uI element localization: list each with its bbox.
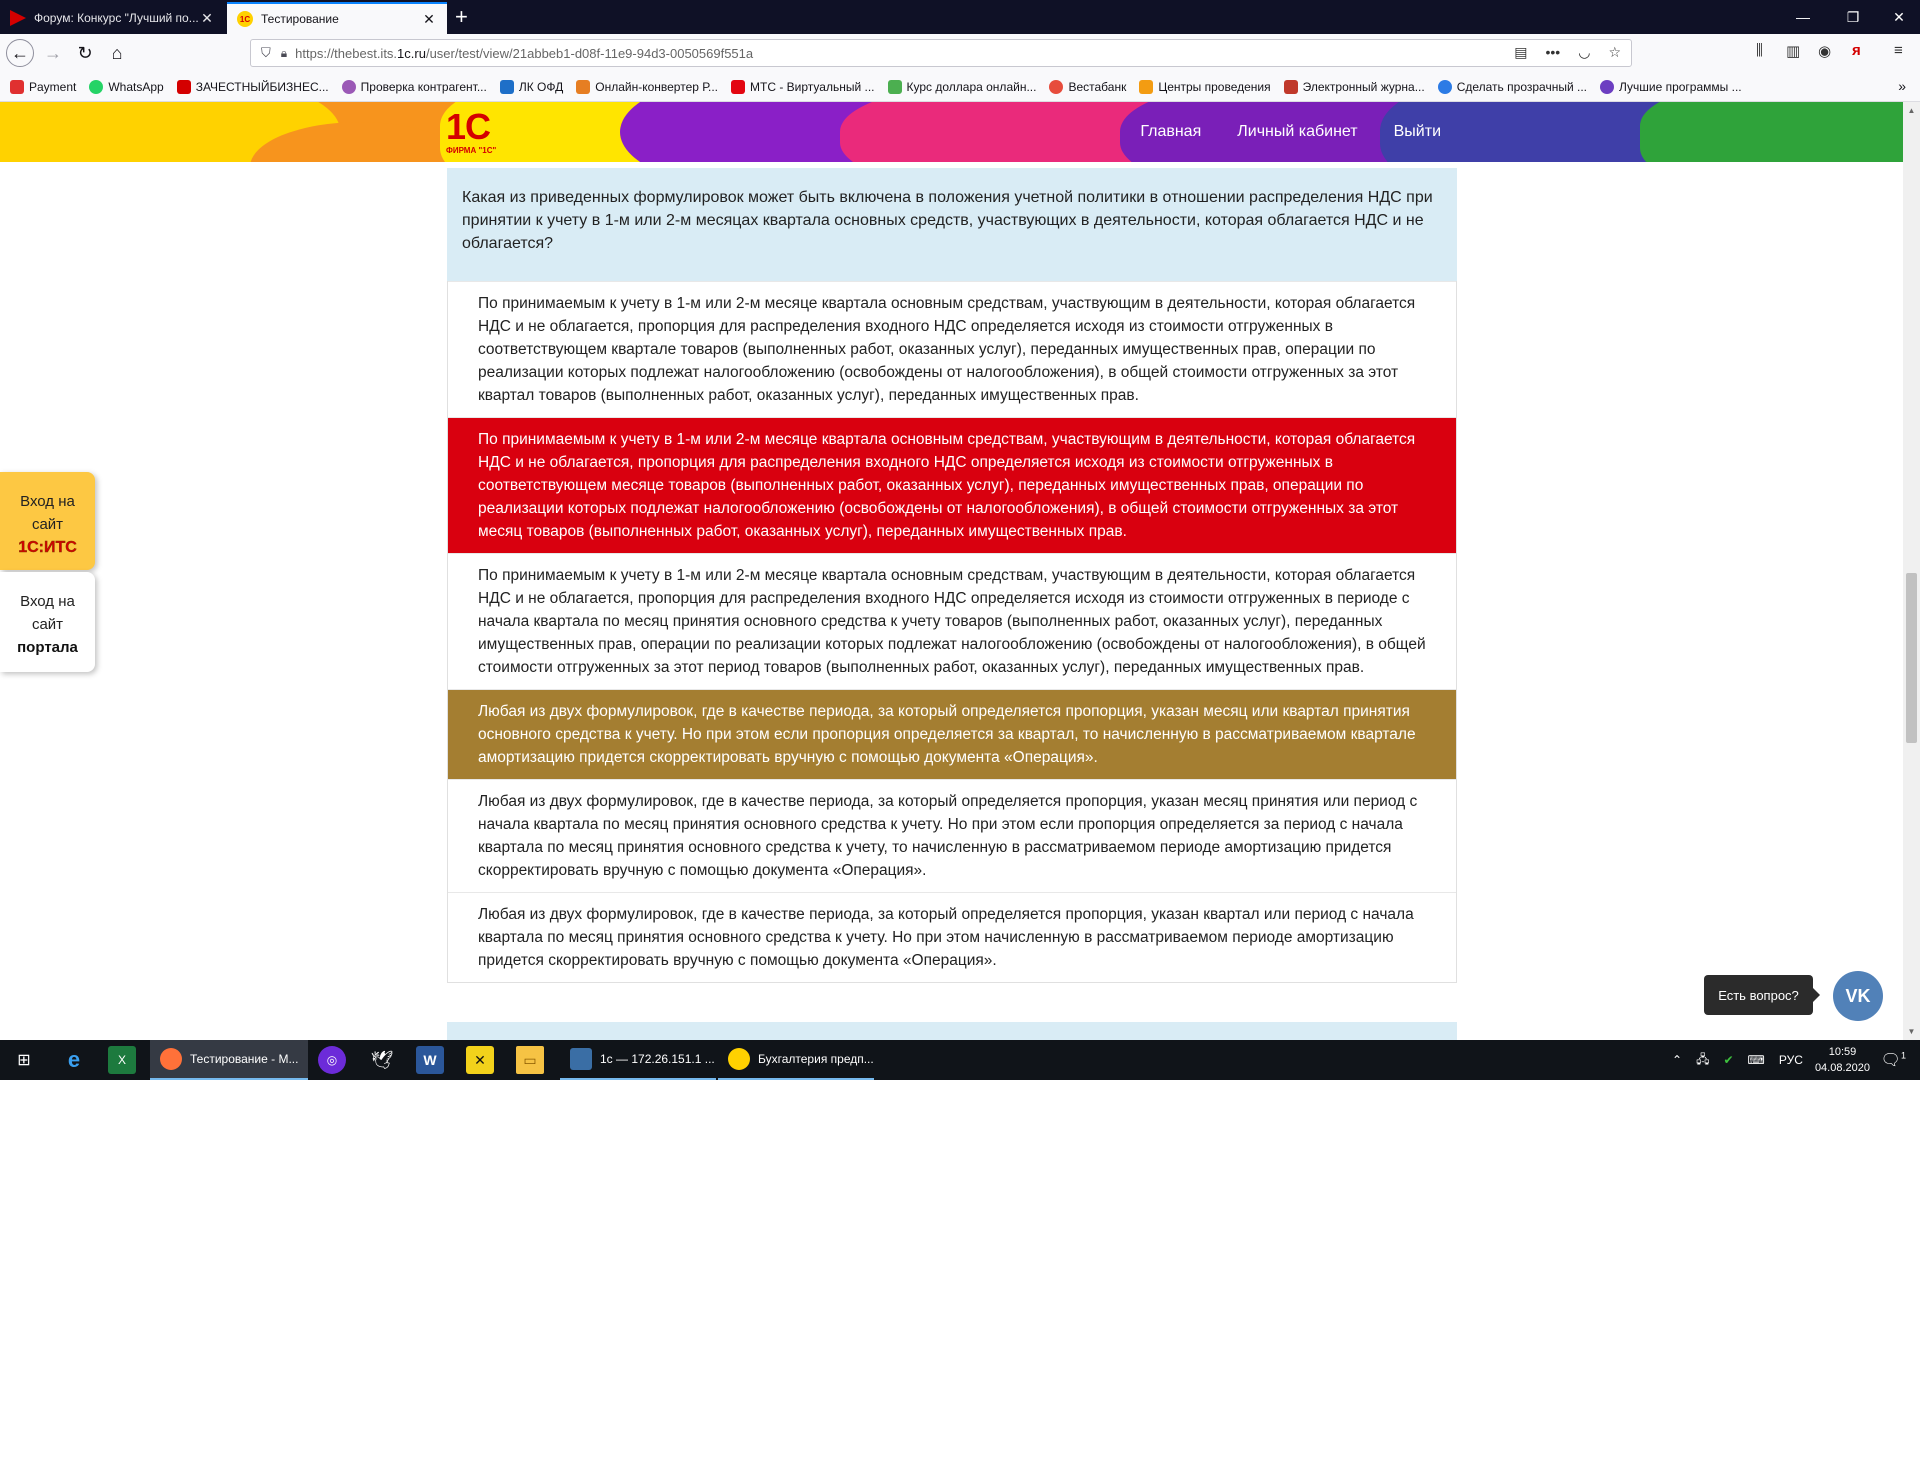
lock-icon[interactable]: 🔒︎ (280, 45, 288, 60)
taskbar-task-firefox[interactable]: Тестирование - M... (150, 1040, 308, 1080)
bookmark-item[interactable]: Электронный журна... (1284, 80, 1425, 94)
scrollbar-thumb[interactable] (1906, 573, 1917, 743)
back-button[interactable] (6, 39, 34, 67)
restore-button[interactable]: ❐ (1846, 8, 1860, 25)
vk-icon: VK (1845, 985, 1871, 1006)
windows-start-icon[interactable]: ⊞ (17, 1052, 31, 1069)
close-window-button[interactable]: ✕ (1893, 8, 1905, 25)
bookmark-icon (731, 80, 745, 94)
vk-tooltip: Есть вопрос? (1704, 975, 1813, 1015)
bookmark-item[interactable]: Проверка контрагент... (342, 80, 487, 94)
bookmark-icon (888, 80, 902, 94)
page-scrollbar[interactable] (1903, 102, 1920, 1040)
scroll-up-icon[interactable]: ▲ (1907, 106, 1916, 115)
bookmark-item[interactable]: Курс доллара онлайн... (888, 80, 1037, 94)
answer-option-wrong[interactable]: По принимаемым к учету в 1-м или 2-м месяце квартала основным средствам, участвующим в деятельности, которая облагается НДС и не облагается, пропорция для распределения входного НДС определяется исходя из стоимости отгруженных в соответствующем месяце товаров (выполненных работ, оказанных услуг), переданных имущественных прав, операции по реализации которых подлежат налогообложению (освобождены от налогообложения), в общей стоимости отгруженных за этот месяц товаров (выполненных работ, оказанных услуг), переданных имущественных прав. (448, 417, 1456, 553)
chevron-right-icon[interactable]: » (1898, 78, 1906, 94)
bookmark-icon (10, 80, 24, 94)
browser-nav-bar (0, 34, 1920, 72)
address-bar[interactable] (250, 39, 1632, 67)
bookmark-icon (1600, 80, 1614, 94)
firefox-icon (160, 1048, 182, 1070)
bookmark-item[interactable]: Онлайн-конвертер Р... (576, 80, 718, 94)
sidebar-icon[interactable]: ▥ (1786, 43, 1801, 60)
its-login-button[interactable]: Вход на сайт 1С:ИТС (0, 472, 95, 570)
nav-logout-link[interactable]: Выйти (1393, 123, 1441, 140)
next-question-block (447, 1022, 1457, 1040)
answer-list (447, 281, 1457, 983)
answer-option[interactable]: Любая из двух формулировок, где в качестве периода, за который определяется пропорция, указан квартал или период с начала квартала по месяц принятия основного средства к учету. Но при этом начисленную в рассматриваемом периоде амортизацию придется скорректировать вручную с помощью документа «Операция». (448, 892, 1456, 982)
reload-icon: ↻ (77, 42, 93, 63)
bookmark-item[interactable]: МТС - Виртуальный ... (731, 80, 875, 94)
keyboard-tray-icon[interactable]: ⌨ (1747, 1053, 1765, 1067)
tab-title: Тестирование (261, 12, 339, 26)
its-logo: 1С:ИТС (18, 539, 77, 556)
taskbar-task-accounting[interactable]: Бухгалтерия предп... (718, 1040, 874, 1080)
bookmark-item[interactable]: Центры проведения (1139, 80, 1270, 94)
bookmark-icon (500, 80, 514, 94)
system-tray (1672, 1040, 1803, 1080)
bookmark-icon (89, 80, 103, 94)
word-icon[interactable]: W (416, 1046, 444, 1074)
bookmark-item[interactable]: ЛК ОФД (500, 80, 563, 94)
question-text: Какая из приведенных формулировок может быть включена в положения учетной политики в отношении распределения НДС при принятии к учету в 1-м или 2-м месяцах квартала основных средств, участвующих в деятельности, которая облагается НДС и не облагается? (447, 168, 1457, 281)
forum-favicon-icon (10, 10, 26, 26)
bookmark-icon (1438, 80, 1452, 94)
language-indicator[interactable]: РУС (1778, 1053, 1803, 1067)
bookmark-item[interactable]: Лучшие программы ... (1600, 80, 1742, 94)
bookmark-icon (1049, 80, 1063, 94)
onec-favicon-icon: 1С (237, 11, 253, 27)
notification-icon[interactable]: 🗨︎$^1$ (1880, 1050, 1906, 1069)
bookmarks-bar (0, 72, 1920, 102)
tab-forum[interactable] (0, 2, 225, 34)
tab-testing[interactable] (227, 2, 447, 34)
browser-tab-bar (0, 0, 1920, 34)
tab-title: Форум: Конкурс "Лучший по... (34, 11, 199, 25)
bookmark-icon (177, 80, 191, 94)
onec-logo[interactable]: 1С ФИРМА "1С" (446, 106, 497, 155)
home-button[interactable] (102, 39, 132, 67)
arrow-right-icon: → (44, 42, 62, 63)
answer-option[interactable]: По принимаемым к учету в 1-м или 2-м месяце квартала основным средствам, участвующим в деятельности, которая облагается НДС и не облагается, пропорция для распределения входного НДС определяется исходя из стоимости отгруженных в соответствующем квартале товаров (выполненных работ, оказанных услуг), переданных имущественных прав, операции по реализации которых подлежат налогообложению (освобождены от налогообложения), в общей стоимости отгруженных за этот квартал товаров (выполненных работ, оказанных услуг), переданных имущественных прав. (448, 281, 1456, 417)
reader-view-icon[interactable]: ▤ (1514, 44, 1528, 60)
url-scheme: https://thebest.its. (295, 45, 398, 61)
url-path: /user/test/view/21abbeb1-d08f-11e9-94d3-0050569f551a (425, 45, 754, 61)
scroll-down-icon[interactable]: ▼ (1907, 1027, 1916, 1036)
bird-app-icon[interactable]: 🕊︎ (370, 1049, 394, 1070)
bookmark-item[interactable]: Вестабанк (1049, 80, 1126, 94)
new-tab-button[interactable]: + (455, 4, 468, 29)
bookmark-item[interactable]: Сделать прозрачный ... (1438, 80, 1587, 94)
url-host: 1c.ru (397, 45, 426, 61)
taskbar-task-rdp[interactable]: 1с — 172.26.151.1 ... (560, 1040, 716, 1080)
bookmark-item[interactable]: ЗАЧЕСТНЫЙБИЗНЕС... (177, 80, 329, 94)
file-explorer-icon[interactable]: ▭ (516, 1046, 544, 1074)
forward-button[interactable] (38, 39, 68, 67)
bookmark-item[interactable]: WhatsApp (89, 80, 163, 94)
bookmark-star-icon[interactable]: ☆ (1608, 44, 1621, 60)
bookmark-icon (342, 80, 356, 94)
page-actions-icon[interactable]: ••• (1545, 44, 1561, 60)
onec-app-icon (728, 1048, 750, 1070)
nav-home-link[interactable]: Главная (1140, 123, 1202, 140)
home-icon: ⌂ (111, 42, 123, 63)
quiz-block (447, 168, 1457, 983)
portal-login-button[interactable]: Вход на сайт портала (0, 572, 95, 672)
site-header (0, 102, 1903, 162)
sticky-app-icon[interactable]: ✕ (466, 1046, 494, 1074)
pocket-icon[interactable]: ◡ (1578, 44, 1591, 60)
internet-explorer-icon[interactable]: e (67, 1047, 81, 1072)
answer-option[interactable]: По принимаемым к учету в 1-м или 2-м месяце квартала основным средствам, участвующим в деятельности, которая облагается НДС и не облагается, пропорция для распределения входного НДС определяется исходя из стоимости отгруженных в периоде с начала квартала по месяц принятия основного средства к учету товаров (выполненных работ, оказанных услуг), переданных имущественных прав, операции по реализации которых подлежат налогообложению (освобождены от налогообложения), в общей стоимости отгруженных за этот период товаров (выполненных работ, оказанных услуг), переданных имущественных прав. (448, 553, 1456, 689)
close-icon[interactable]: ✕ (201, 9, 213, 26)
vk-chat-button[interactable] (1833, 971, 1883, 1021)
system-clock[interactable]: 10:59 04.08.2020 (1814, 1046, 1870, 1074)
tracking-shield-icon[interactable]: ⛉ (261, 45, 271, 60)
network-icon[interactable]: 🖧︎ (1696, 1051, 1710, 1066)
site-nav (1140, 102, 1441, 162)
answer-option-correct[interactable]: Любая из двух формулировок, где в качестве периода, за который определяется пропорция, указан месяц или квартал принятия основного средства к учету. Но при этом если пропорция определяется за квартал, то начисленную в рассматриваемом квартале амортизацию придется скорректировать вручную с помощью документа «Операция». (448, 689, 1456, 779)
excel-icon[interactable]: X (108, 1046, 136, 1074)
remote-desktop-icon (570, 1048, 592, 1070)
bookmark-icon (1284, 80, 1298, 94)
bookmark-item[interactable]: Payment (10, 80, 76, 94)
bookmark-icon (576, 80, 590, 94)
tor-browser-icon[interactable]: ◎ (318, 1046, 346, 1074)
library-icon[interactable]: ⫼ (1756, 42, 1763, 59)
windows-taskbar (0, 1040, 1920, 1080)
reload-button[interactable] (70, 39, 100, 67)
minimize-button[interactable]: — (1796, 9, 1810, 25)
shield-check-icon[interactable]: ✔ (1723, 1053, 1734, 1067)
yandex-icon[interactable]: я (1852, 42, 1861, 59)
arrow-left-icon: ← (11, 42, 29, 63)
account-icon[interactable]: ◉ (1818, 43, 1832, 60)
close-icon[interactable]: ✕ (423, 10, 435, 27)
answer-option[interactable]: Любая из двух формулировок, где в качестве периода, за который определяется пропорция, указан месяц принятия или период с начала квартала по месяц принятия основного средства к учету. Но при этом если пропорция определяется за период с начала квартала по месяц принятия основного средства к учету, то начисленную в рассматриваемом периоде амортизацию придется скорректировать вручную с помощью документа «Операция». (448, 779, 1456, 892)
chevron-up-icon[interactable]: ⌃ (1672, 1053, 1683, 1067)
menu-icon[interactable]: ≡ (1894, 42, 1903, 59)
page-viewport (0, 102, 1920, 1040)
nav-cabinet-link[interactable]: Личный кабинет (1237, 123, 1358, 140)
bookmark-icon (1139, 80, 1153, 94)
